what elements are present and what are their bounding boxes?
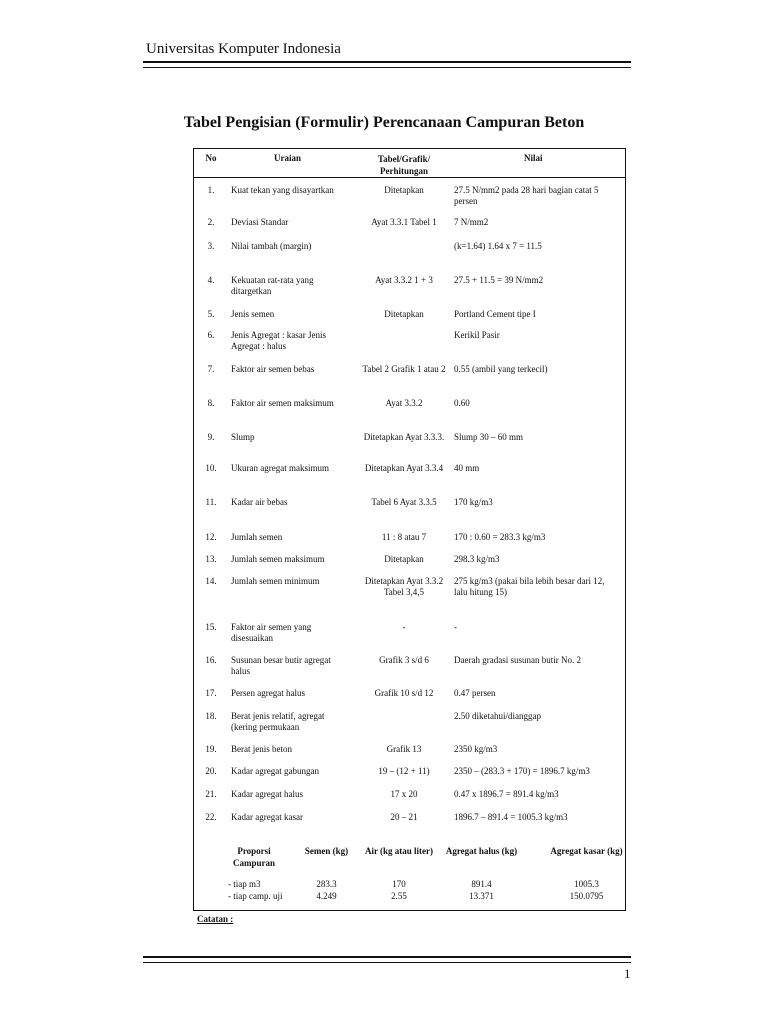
cell-uraian: Faktor air semen maksimum bbox=[231, 398, 334, 408]
cell-no: 16. bbox=[205, 655, 217, 665]
cell-uraian: Ukuran agregat maksimum bbox=[231, 463, 329, 473]
document-title: Tabel Pengisian (Formulir) Perencanaan Campuran Beton bbox=[183, 114, 585, 131]
cell-no: 1. bbox=[207, 185, 215, 195]
cell-uraian: Deviasi Standar bbox=[231, 217, 289, 227]
cell-tabel: 11 : 8 atau 7 bbox=[381, 532, 427, 542]
cell-uraian: Jumlah semen maksimum bbox=[231, 554, 325, 564]
cell-uraian: Jumlah semen minimum bbox=[231, 576, 320, 586]
cell-nilai: (k=1.64) 1.64 x 7 = 11.5 bbox=[454, 241, 542, 251]
cell-no: 21. bbox=[205, 789, 217, 799]
cell-uraian: Faktor air semen yang disesuaikan bbox=[231, 622, 312, 643]
cell-no: 7. bbox=[207, 364, 215, 374]
cell-no: 17. bbox=[205, 688, 217, 698]
agregat-halus-header: Agregat halus (kg) bbox=[445, 846, 518, 856]
cell-tabel: Tabel 6 Ayat 3.3.5 bbox=[371, 497, 437, 507]
cell-nilai: 40 mm bbox=[454, 463, 480, 473]
cell-no: 4. bbox=[207, 275, 215, 285]
cell-nilai: 2.50 diketahui/dianggap bbox=[454, 711, 541, 721]
cell-tabel: Grafik 13 bbox=[386, 744, 422, 754]
cell-no: 20. bbox=[205, 766, 217, 776]
cell-no: 9. bbox=[207, 432, 215, 442]
cell-no: 3. bbox=[207, 241, 215, 251]
cell-no: 14. bbox=[205, 576, 217, 586]
cell-nilai: 27.5 + 11.5 = 39 N/mm2 bbox=[454, 275, 544, 285]
page-number: 1 bbox=[624, 966, 631, 981]
cell-tabel: Grafik 3 s/d 6 bbox=[379, 655, 429, 665]
cell-nilai: 2350 – (283.3 + 170) = 1896.7 kg/m3 bbox=[454, 766, 590, 776]
cell-uraian: Persen agregat halus bbox=[231, 688, 305, 698]
proportion-cell: 283.3 bbox=[316, 879, 337, 889]
mix-design-table bbox=[193, 148, 626, 911]
cell-uraian: Berat jenis beton bbox=[231, 744, 292, 754]
cell-no: 22. bbox=[205, 812, 217, 822]
cell-uraian: Kadar air bebas bbox=[231, 497, 288, 507]
proportion-row-label: - tiap m3 bbox=[228, 879, 261, 889]
cell-uraian: Kekuatan rat-rata yang ditargetkan bbox=[231, 275, 314, 296]
cell-nilai: - bbox=[454, 622, 457, 632]
catatan-label: Catatan : bbox=[197, 914, 234, 924]
cell-nilai: 170 : 0.60 = 283.3 kg/m3 bbox=[454, 532, 546, 542]
cell-tabel: Ayat 3.3.2 bbox=[385, 398, 423, 408]
cell-tabel: Ayat 3.3.2 1 + 3 bbox=[375, 275, 433, 285]
cell-tabel: 19 – (12 + 11) bbox=[378, 766, 430, 776]
cell-uraian: Jenis semen bbox=[231, 309, 275, 319]
cell-uraian: Jenis Agregat : kasar Jenis Agregat : halus bbox=[231, 330, 326, 351]
cell-nilai: 2350 kg/m3 bbox=[454, 744, 498, 754]
cell-no: 2. bbox=[207, 217, 215, 227]
cell-nilai: Daerah gradasi susunan butir No. 2 bbox=[454, 655, 581, 665]
cell-nilai: 0.60 bbox=[454, 398, 470, 408]
cell-uraian: Berat jenis relatif, agregat (kering permukaan bbox=[231, 711, 325, 732]
proportion-cell: 150.0795 bbox=[569, 891, 604, 901]
cell-nilai: 0.47 persen bbox=[454, 688, 496, 698]
cell-no: 12. bbox=[205, 532, 217, 542]
proportion-cell: 2.55 bbox=[391, 891, 407, 901]
cell-nilai: 0.47 x 1896.7 = 891.4 kg/m3 bbox=[454, 789, 559, 799]
cell-tabel: 17 x 20 bbox=[390, 789, 418, 799]
proporsi-header: Proporsi Campuran bbox=[232, 846, 275, 868]
agregat-kasar-header: Agregat kasar (kg) bbox=[550, 846, 623, 856]
cell-uraian: Kadar agregat halus bbox=[231, 789, 303, 799]
cell-nilai: 275 kg/m3 (pakai bila lebih besar dari 12, lalu hitung 15) bbox=[454, 576, 605, 597]
cell-nilai: 298.3 kg/m3 bbox=[454, 554, 500, 564]
cell-uraian: Faktor air semen bebas bbox=[231, 364, 315, 374]
proportion-cell: 4.249 bbox=[316, 891, 337, 901]
cell-uraian: Slump bbox=[231, 432, 255, 442]
cell-uraian: Kuat tekan yang disayartkan bbox=[231, 185, 334, 195]
institution-header: Universitas Komputer Indonesia bbox=[146, 41, 341, 57]
cell-tabel: 20 – 21 bbox=[390, 812, 418, 822]
cell-uraian: Nilai tambah (margin) bbox=[231, 241, 312, 251]
cell-no: 13. bbox=[205, 554, 217, 564]
cell-no: 11. bbox=[205, 497, 217, 507]
header-uraian: Uraian bbox=[274, 153, 301, 163]
cell-nilai: 0.55 (ambil yang terkecil) bbox=[454, 364, 548, 374]
cell-uraian: Jumlah semen bbox=[231, 532, 283, 542]
cell-nilai: 170 kg/m3 bbox=[454, 497, 493, 507]
cell-tabel: - bbox=[402, 622, 406, 632]
proportion-row-label: - tiap camp. uji bbox=[228, 891, 283, 901]
air-header: Air (kg atau liter) bbox=[364, 846, 434, 856]
cell-uraian: Susunan besar butir agregat halus bbox=[231, 655, 331, 676]
cell-no: 10. bbox=[205, 463, 217, 473]
cell-nilai: 7 N/mm2 bbox=[454, 217, 489, 227]
cell-no: 18. bbox=[205, 711, 217, 721]
table-header-row bbox=[194, 149, 625, 178]
cell-nilai: Portland Cement tipe I bbox=[454, 309, 536, 319]
cell-nilai: 1896.7 – 891.4 = 1005.3 kg/m3 bbox=[454, 812, 568, 822]
proportion-cell: 1005.3 bbox=[574, 879, 599, 889]
cell-nilai: Kerikil Pasir bbox=[454, 330, 500, 340]
cell-tabel: Tabel 2 Grafik 1 atau 2 bbox=[362, 364, 446, 374]
header-nilai: Nilai bbox=[524, 153, 543, 163]
cell-uraian: Kadar agregat gabungan bbox=[231, 766, 319, 776]
cell-tabel: Ditetapkan bbox=[384, 554, 424, 564]
footer-rule bbox=[143, 956, 631, 963]
proportion-cell: 170 bbox=[392, 879, 406, 889]
cell-tabel: Ditetapkan Ayat 3.3.2 Tabel 3,4,5 bbox=[364, 576, 444, 597]
cell-tabel: Grafik 10 s/d 12 bbox=[374, 688, 434, 698]
cell-tabel: Ditetapkan bbox=[384, 309, 424, 319]
semen-header: Semen (kg) bbox=[304, 846, 349, 856]
header-no: No bbox=[205, 153, 217, 163]
header-tabel: Tabel/Grafik/ Perhitungan bbox=[377, 154, 431, 176]
cell-no: 6. bbox=[207, 330, 215, 340]
proportion-cell: 13.371 bbox=[469, 891, 494, 901]
cell-nilai: Slump 30 – 60 mm bbox=[454, 432, 524, 442]
cell-no: 5. bbox=[207, 309, 215, 319]
cell-tabel: Ditetapkan bbox=[384, 185, 424, 195]
cell-tabel: Ditetapkan Ayat 3.3.3. bbox=[363, 432, 445, 442]
header-rule bbox=[143, 61, 631, 68]
cell-no: 8. bbox=[207, 398, 215, 408]
cell-tabel: Ayat 3.3.1 Tabel 1 bbox=[371, 217, 437, 227]
proportion-cell: 891.4 bbox=[471, 879, 492, 889]
cell-no: 19. bbox=[205, 744, 217, 754]
cell-tabel: Ditetapkan Ayat 3.3.4 bbox=[364, 463, 444, 473]
cell-nilai: 27.5 N/mm2 pada 28 hari bagian catat 5 persen bbox=[454, 185, 599, 206]
cell-uraian: Kadar agregat kasar bbox=[231, 812, 303, 822]
cell-no: 15. bbox=[205, 622, 217, 632]
